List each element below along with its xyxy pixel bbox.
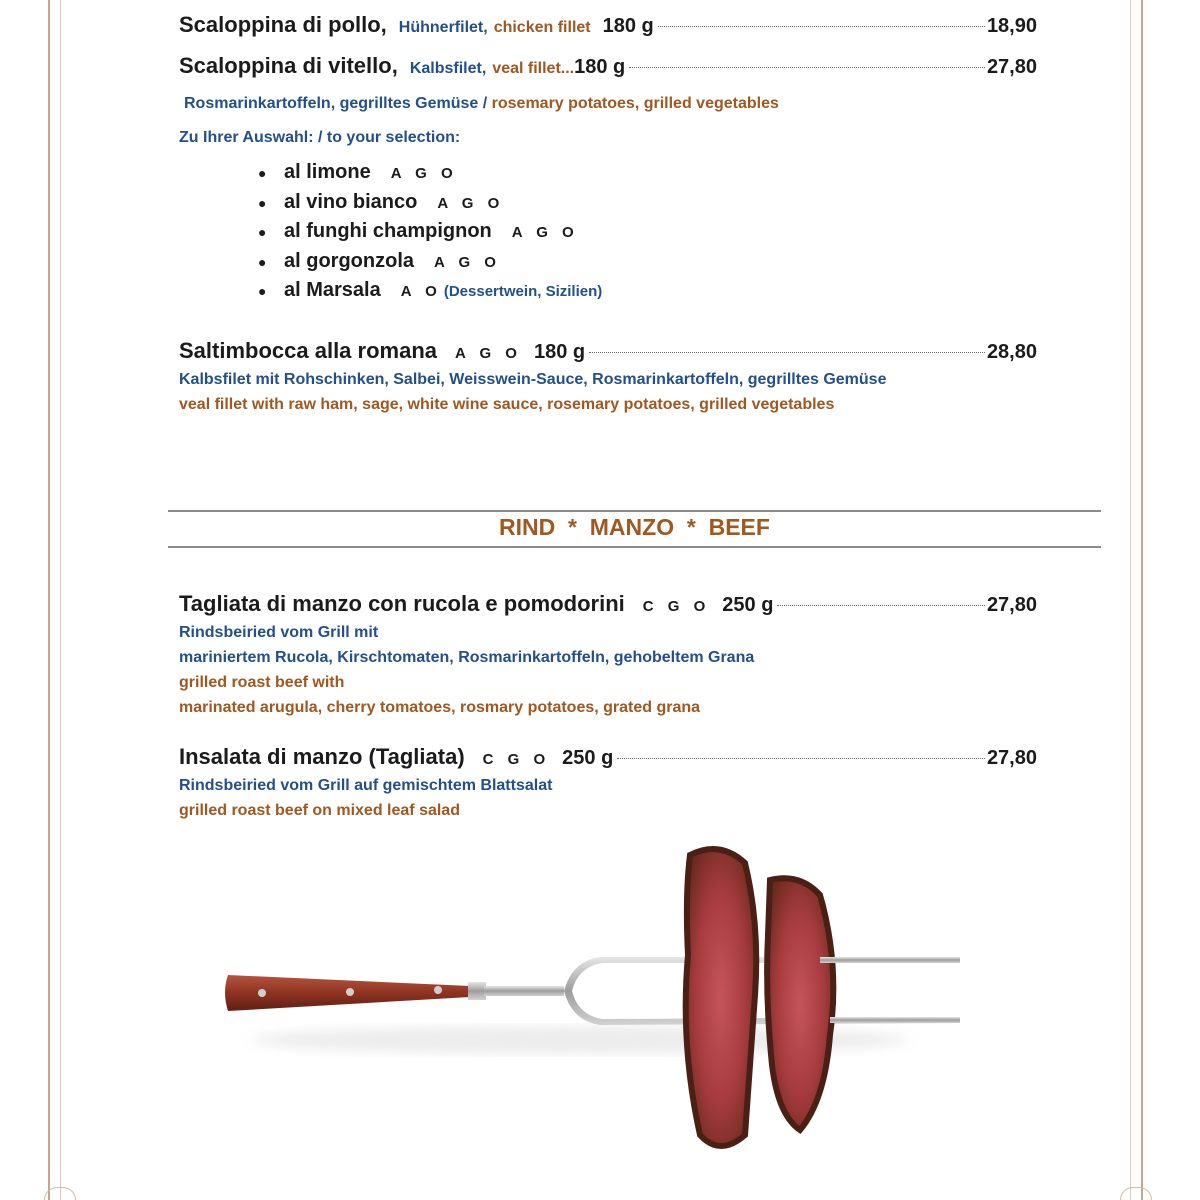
- dish-name: Tagliata di manzo con rucola e pomodorini: [179, 591, 625, 616]
- scaloppina-sides: [184, 95, 779, 113]
- dish-price: 18,90: [986, 15, 1037, 37]
- dish-weight: 250 g: [562, 747, 614, 769]
- dot-leader: [617, 758, 985, 759]
- dot-leader: [629, 67, 985, 68]
- option-name: al gorgonzola: [284, 249, 414, 272]
- saltimbocca-description-german: Kalbsfilet mit Rohschinken, Salbei, Weisswein-Sauce, Rosmarinkartoffeln, gegrilltes Gemüse: [179, 371, 887, 388]
- bullet-icon: ●: [258, 165, 267, 181]
- option-name: al funghi champignon: [284, 220, 492, 243]
- steak-fork-photo: [200, 835, 980, 1180]
- dish-price: 27,80: [986, 747, 1037, 769]
- tagliata-description-german-2: mariniertem Rucola, Kirschtomaten, Rosmarinkartoffeln, gehobeltem Grana: [179, 649, 755, 666]
- tagliata-description-english-1: grilled roast beef with: [179, 674, 345, 691]
- insalata-description-english: grilled roast beef on mixed leaf salad: [179, 802, 460, 819]
- dish-weight: 180 g: [533, 341, 586, 363]
- allergen-codes: A G O: [390, 165, 458, 182]
- right-corner-ornament: [1120, 1187, 1152, 1200]
- option-note: (Dessertwein, Sizilien): [443, 283, 603, 301]
- saltimbocca-description-english: veal fillet with raw ham, sage, white wine sauce, rosemary potatoes, grilled vegetables: [179, 396, 835, 413]
- left-border: [48, 0, 61, 1200]
- dish-price: 27,80: [986, 594, 1037, 616]
- dot-leader: [589, 352, 985, 353]
- dish-weight: 180 g: [574, 56, 626, 78]
- dot-leader: [658, 26, 985, 27]
- selection-heading: [179, 129, 460, 147]
- tagliata-description-german-1: Rindsbeiried vom Grill mit: [179, 624, 379, 641]
- option-name: al Marsala: [284, 279, 381, 302]
- section-title: RIND * MANZO * BEEF: [499, 514, 770, 540]
- section-rule-top: [168, 510, 1101, 512]
- sides-english: rosemary potatoes, grilled vegetables: [491, 95, 779, 112]
- sauce-options-list: [258, 161, 602, 309]
- dish-name: Saltimbocca alla romana: [179, 338, 437, 363]
- allergen-codes: A G O: [437, 194, 505, 212]
- dish-name-english: chicken fillet: [493, 19, 591, 36]
- option-name: al vino bianco: [284, 190, 418, 213]
- selection-english: to your selection:: [326, 129, 461, 146]
- dish-weight: 180 g: [602, 15, 654, 37]
- list-item: [258, 250, 602, 280]
- dish-weight: 250 g: [722, 594, 774, 616]
- menu-item-tagliata: [179, 591, 1037, 621]
- allergen-codes: A G O: [455, 345, 522, 362]
- allergen-codes: A G O: [434, 253, 501, 271]
- bullet-icon: ●: [258, 224, 267, 241]
- allergen-codes: A O: [400, 283, 442, 301]
- selection-german: Zu Ihrer Auswahl: /: [179, 129, 323, 146]
- dish-name-english: veal fillet...: [492, 60, 575, 77]
- bullet-icon: ●: [258, 253, 267, 270]
- list-item: [258, 161, 602, 191]
- allergen-codes: A G O: [511, 224, 579, 242]
- dish-name: Insalata di manzo (Tagliata): [179, 744, 465, 769]
- dish-price: 27,80: [986, 56, 1037, 78]
- menu-item-scaloppina-vitello: [179, 53, 1037, 83]
- dish-name: Scaloppina di vitello,: [179, 53, 398, 78]
- menu-item-insalata: [179, 744, 1037, 774]
- list-item: [258, 279, 602, 309]
- menu-item-saltimbocca: [179, 338, 1037, 368]
- allergen-codes: C G O: [482, 751, 551, 768]
- insalata-description-german: Rindsbeiried vom Grill auf gemischtem Blattsalat: [179, 777, 553, 794]
- bullet-icon: ●: [258, 194, 267, 211]
- dot-leader: [777, 605, 985, 606]
- dish-name-german: Hühnerfilet,: [398, 19, 488, 36]
- sides-german: Rosmarinkartoffeln, gegrilltes Gemüse /: [184, 95, 488, 112]
- option-name: al limone: [284, 161, 371, 183]
- list-item: [258, 191, 602, 221]
- dish-price: 28,80: [986, 341, 1037, 363]
- left-corner-ornament: [44, 1187, 76, 1200]
- list-item: [258, 220, 602, 250]
- dish-name: Scaloppina di pollo,: [179, 12, 387, 37]
- allergen-codes: C G O: [642, 598, 711, 615]
- right-border: [1130, 0, 1143, 1200]
- bullet-icon: ●: [258, 283, 267, 300]
- tagliata-description-english-2: marinated arugula, cherry tomatoes, rosmary potatoes, grated grana: [179, 699, 701, 716]
- dish-name-german: Kalbsfilet,: [409, 60, 487, 77]
- menu-item-scaloppina-pollo: [179, 12, 1037, 42]
- section-rule-bottom: [168, 546, 1101, 548]
